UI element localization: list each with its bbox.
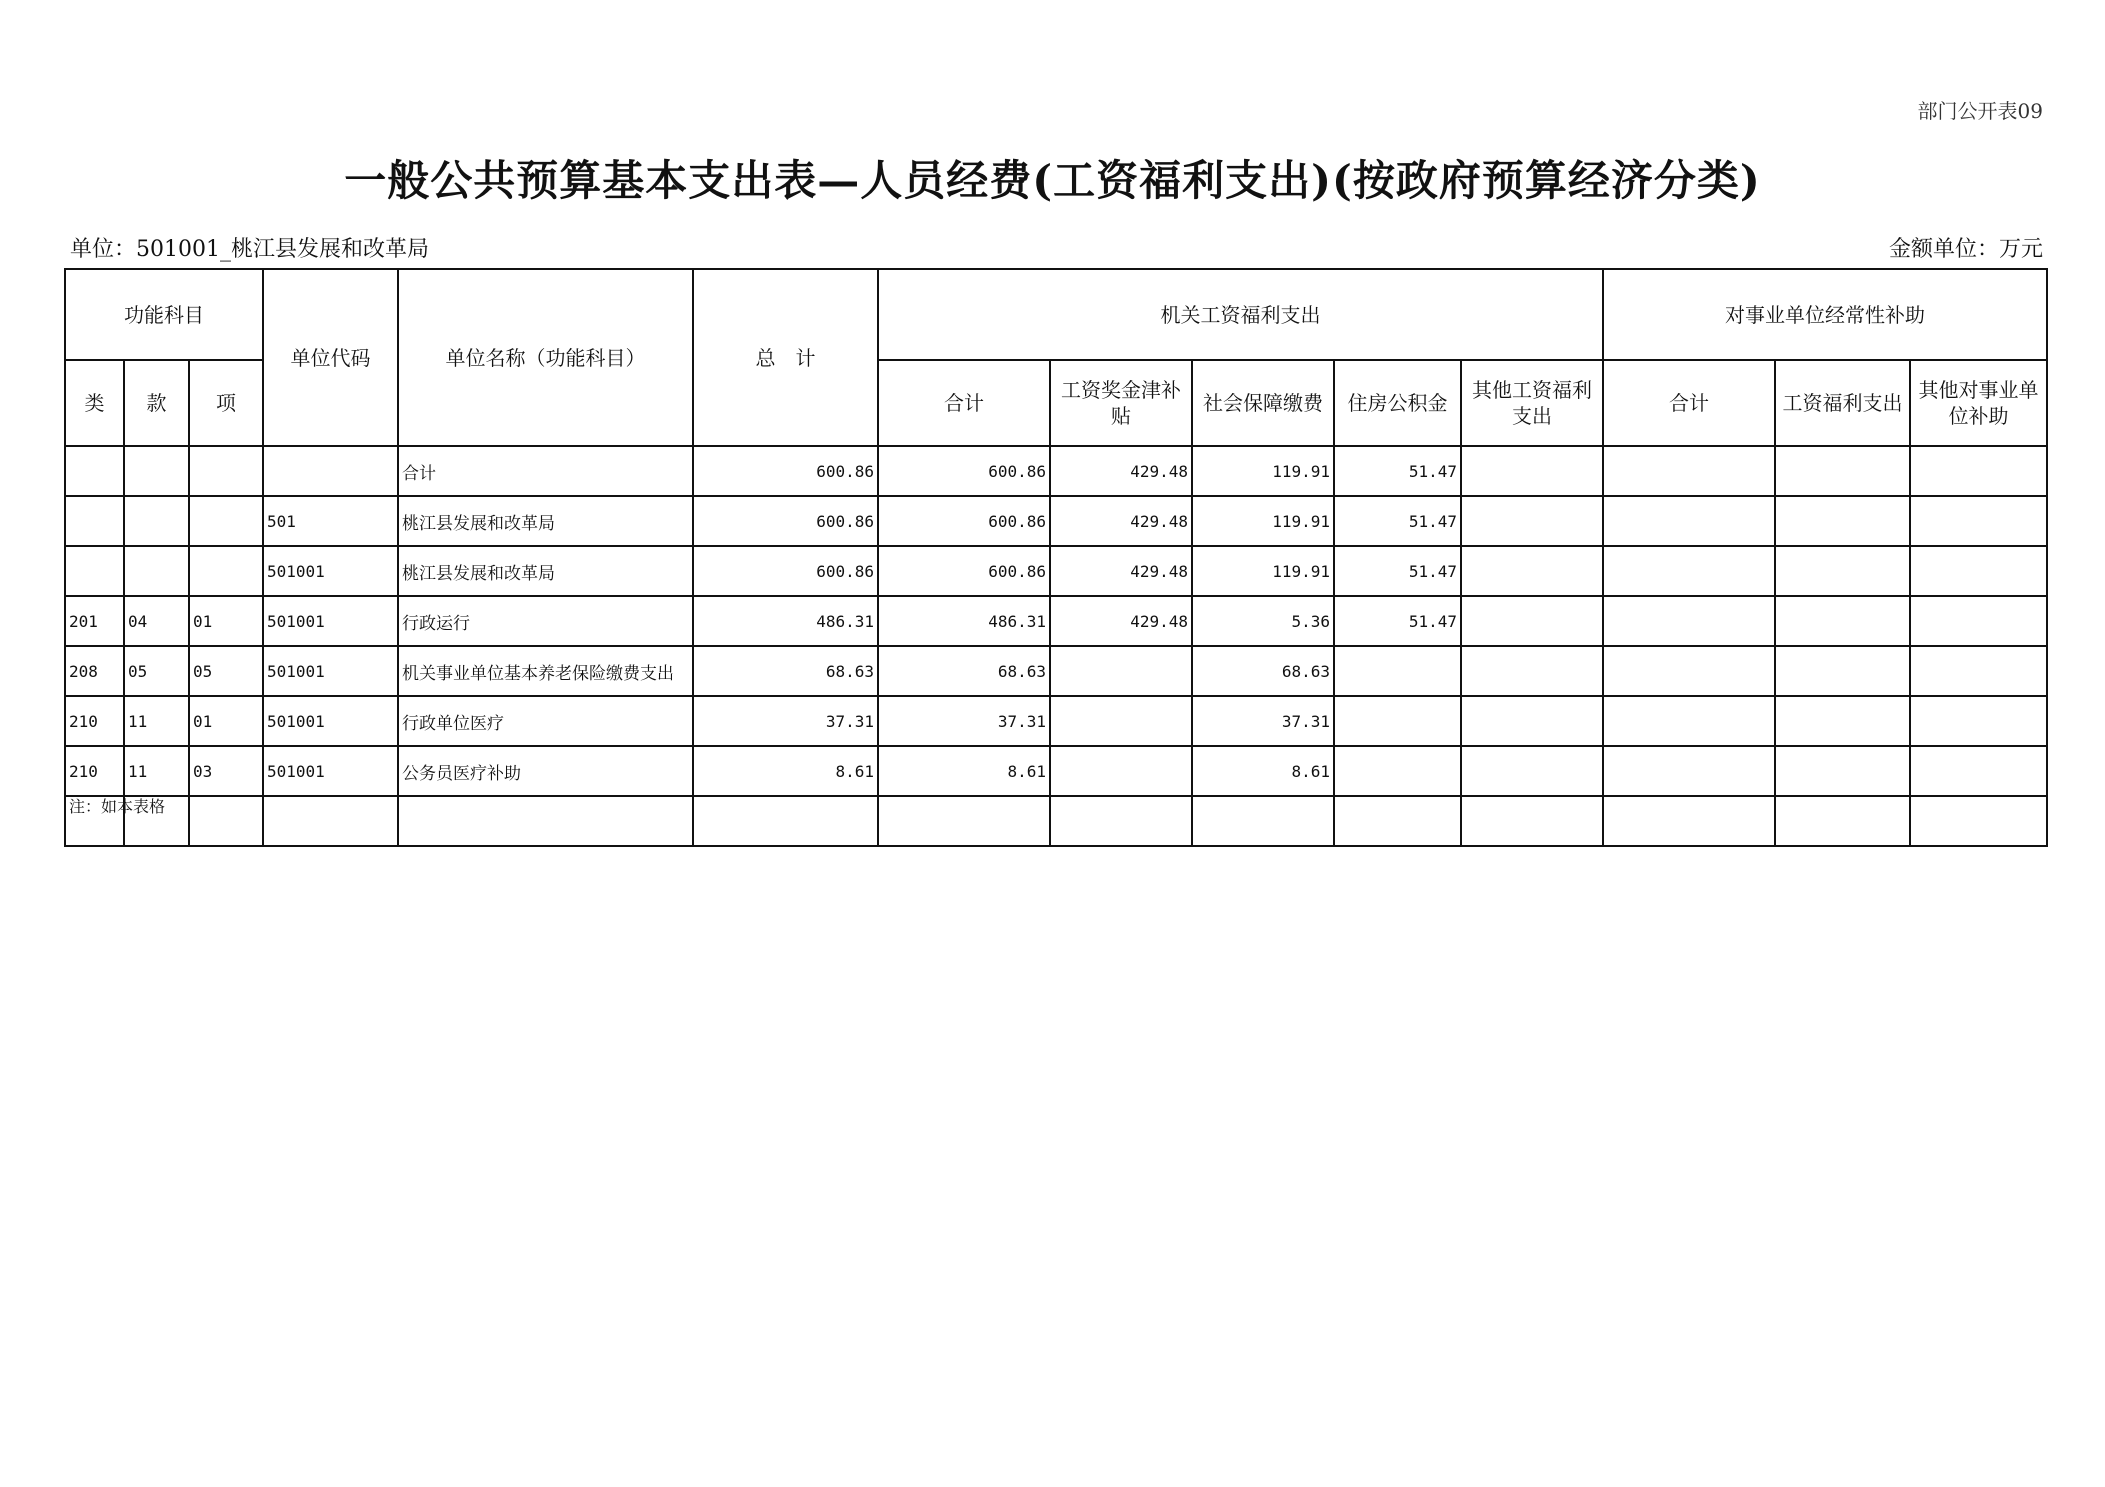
note-cell	[65, 796, 166, 846]
cell-sub-welfare	[1775, 546, 1910, 596]
table-row	[65, 446, 2047, 496]
cell-lei	[65, 446, 124, 496]
unit-label: 单位：501001_桃江县发展和改革局	[70, 237, 429, 262]
cell-salary	[1050, 646, 1192, 696]
cell-sub-welfare	[1775, 646, 1910, 696]
empty-cell	[1461, 796, 1603, 846]
cell-salary: 429.48	[1050, 546, 1192, 596]
empty-cell	[1775, 796, 1910, 846]
header-salary: 工资奖金津补贴	[1050, 360, 1192, 446]
cell-lei: 210	[65, 696, 124, 746]
header-social-security: 社会保障缴费	[1192, 360, 1334, 446]
cell-housing-fund: 51.47	[1334, 596, 1461, 646]
cell-org-total: 600.86	[878, 446, 1050, 496]
cell-social-security: 8.61	[1192, 746, 1334, 796]
cell-salary: 429.48	[1050, 446, 1192, 496]
cell-unit-code: 501001	[263, 696, 398, 746]
cell-org-total: 486.31	[878, 596, 1050, 646]
cell-org-total: 37.31	[878, 696, 1050, 746]
cell-other-welfare	[1461, 546, 1603, 596]
cell-sub-other	[1910, 646, 2047, 696]
cell-kuan	[124, 546, 189, 596]
table-row	[65, 696, 2047, 746]
cell-total: 600.86	[693, 496, 878, 546]
cell-xiang	[189, 446, 263, 496]
header-subsidy: 对事业单位经常性补助	[1603, 269, 2047, 360]
cell-housing-fund: 51.47	[1334, 446, 1461, 496]
cell-kuan	[124, 446, 189, 496]
empty-cell	[878, 796, 1050, 846]
cell-social-security: 119.91	[1192, 546, 1334, 596]
amount-unit-label: 金额单位：万元	[1888, 237, 2043, 262]
cell-total: 8.61	[693, 746, 878, 796]
cell-salary: 429.48	[1050, 596, 1192, 646]
note-text: 注：如本表格	[69, 797, 166, 816]
table-row	[65, 546, 2047, 596]
cell-lei: 210	[65, 746, 124, 796]
cell-social-security: 119.91	[1192, 496, 1334, 546]
cell-sub-other	[1910, 696, 2047, 746]
cell-salary	[1050, 746, 1192, 796]
cell-org-total: 600.86	[878, 546, 1050, 596]
cell-org-total: 68.63	[878, 646, 1050, 696]
empty-cell	[1050, 796, 1192, 846]
table-row	[65, 746, 2047, 796]
header-other-welfare: 其他工资福利支出	[1461, 360, 1603, 446]
cell-kuan: 11	[124, 696, 189, 746]
cell-kuan: 05	[124, 646, 189, 696]
cell-unit-name: 合计	[398, 446, 693, 496]
cell-housing-fund	[1334, 696, 1461, 746]
empty-cell	[1192, 796, 1334, 846]
cell-salary	[1050, 696, 1192, 746]
header-housing-fund: 住房公积金	[1334, 360, 1461, 446]
header-unit-name: 单位名称（功能科目）	[398, 269, 693, 446]
note-row	[65, 796, 2047, 846]
cell-unit-code: 501001	[263, 596, 398, 646]
cell-lei	[65, 546, 124, 596]
header-org-welfare: 机关工资福利支出	[878, 269, 1603, 360]
cell-sub-welfare	[1775, 596, 1910, 646]
header-sub-welfare: 工资福利支出	[1775, 360, 1910, 446]
cell-unit-name: 桃江县发展和改革局	[398, 496, 693, 546]
cell-sub-welfare	[1775, 446, 1910, 496]
cell-other-welfare	[1461, 696, 1603, 746]
cell-sub-total	[1603, 546, 1775, 596]
cell-sub-other	[1910, 546, 2047, 596]
cell-unit-name: 桃江县发展和改革局	[398, 546, 693, 596]
cell-sub-total	[1603, 696, 1775, 746]
cell-kuan: 04	[124, 596, 189, 646]
cell-salary: 429.48	[1050, 496, 1192, 546]
cell-lei: 201	[65, 596, 124, 646]
cell-sub-other	[1910, 746, 2047, 796]
cell-xiang: 01	[189, 596, 263, 646]
cell-total: 600.86	[693, 546, 878, 596]
cell-housing-fund: 51.47	[1334, 496, 1461, 546]
cell-unit-name: 行政运行	[398, 596, 693, 646]
cell-total: 486.31	[693, 596, 878, 646]
header-sub-total: 合计	[1603, 360, 1775, 446]
cell-sub-welfare	[1775, 696, 1910, 746]
cell-sub-total	[1603, 496, 1775, 546]
table-row	[65, 496, 2047, 546]
header-total: 总 计	[693, 269, 878, 446]
cell-xiang: 01	[189, 696, 263, 746]
cell-social-security: 119.91	[1192, 446, 1334, 496]
empty-cell	[1603, 796, 1775, 846]
cell-sub-other	[1910, 446, 2047, 496]
cell-sub-total	[1603, 746, 1775, 796]
budget-table	[64, 268, 2048, 847]
header-unit-code: 单位代码	[263, 269, 398, 446]
table-row	[65, 596, 2047, 646]
header-sub-other: 其他对事业单位补助	[1910, 360, 2047, 446]
cell-sub-total	[1603, 596, 1775, 646]
cell-lei: 208	[65, 646, 124, 696]
header-func-subject: 功能科目	[65, 269, 263, 360]
header-org-total: 合计	[878, 360, 1050, 446]
empty-cell	[1334, 796, 1461, 846]
cell-social-security: 37.31	[1192, 696, 1334, 746]
empty-cell	[1910, 796, 2047, 846]
cell-other-welfare	[1461, 446, 1603, 496]
cell-org-total: 600.86	[878, 496, 1050, 546]
cell-other-welfare	[1461, 496, 1603, 546]
cell-sub-other	[1910, 596, 2047, 646]
cell-other-welfare	[1461, 646, 1603, 696]
cell-sub-total	[1603, 446, 1775, 496]
empty-cell	[398, 796, 693, 846]
cell-kuan	[124, 496, 189, 546]
cell-total: 600.86	[693, 446, 878, 496]
cell-total: 68.63	[693, 646, 878, 696]
cell-unit-code: 501001	[263, 546, 398, 596]
cell-xiang: 03	[189, 746, 263, 796]
cell-total: 37.31	[693, 696, 878, 746]
cell-sub-other	[1910, 496, 2047, 546]
header-xiang: 项	[189, 360, 263, 446]
empty-cell	[189, 796, 263, 846]
cell-xiang	[189, 496, 263, 546]
cell-kuan: 11	[124, 746, 189, 796]
cell-unit-code: 501001	[263, 646, 398, 696]
cell-unit-code: 501	[263, 496, 398, 546]
header-lei: 类	[65, 360, 124, 446]
cell-unit-name: 机关事业单位基本养老保险缴费支出	[398, 646, 693, 696]
cell-sub-total	[1603, 646, 1775, 696]
cell-other-welfare	[1461, 746, 1603, 796]
cell-housing-fund: 51.47	[1334, 546, 1461, 596]
cell-housing-fund	[1334, 646, 1461, 696]
cell-unit-name: 行政单位医疗	[398, 696, 693, 746]
cell-social-security: 5.36	[1192, 596, 1334, 646]
cell-xiang: 05	[189, 646, 263, 696]
cell-sub-welfare	[1775, 746, 1910, 796]
empty-cell	[263, 796, 398, 846]
page-title: 一般公共预算基本支出表—人员经费(工资福利支出)(按政府预算经济分类)	[344, 156, 1761, 205]
empty-cell	[693, 796, 878, 846]
table-number-label: 部门公开表09	[1917, 99, 2043, 123]
cell-xiang	[189, 546, 263, 596]
cell-sub-welfare	[1775, 496, 1910, 546]
cell-other-welfare	[1461, 596, 1603, 646]
cell-housing-fund	[1334, 746, 1461, 796]
header-row-1	[65, 269, 2047, 360]
cell-unit-name: 公务员医疗补助	[398, 746, 693, 796]
header-kuan: 款	[124, 360, 189, 446]
cell-unit-code: 501001	[263, 746, 398, 796]
cell-unit-code	[263, 446, 398, 496]
cell-org-total: 8.61	[878, 746, 1050, 796]
cell-lei	[65, 496, 124, 546]
table-row	[65, 646, 2047, 696]
cell-social-security: 68.63	[1192, 646, 1334, 696]
